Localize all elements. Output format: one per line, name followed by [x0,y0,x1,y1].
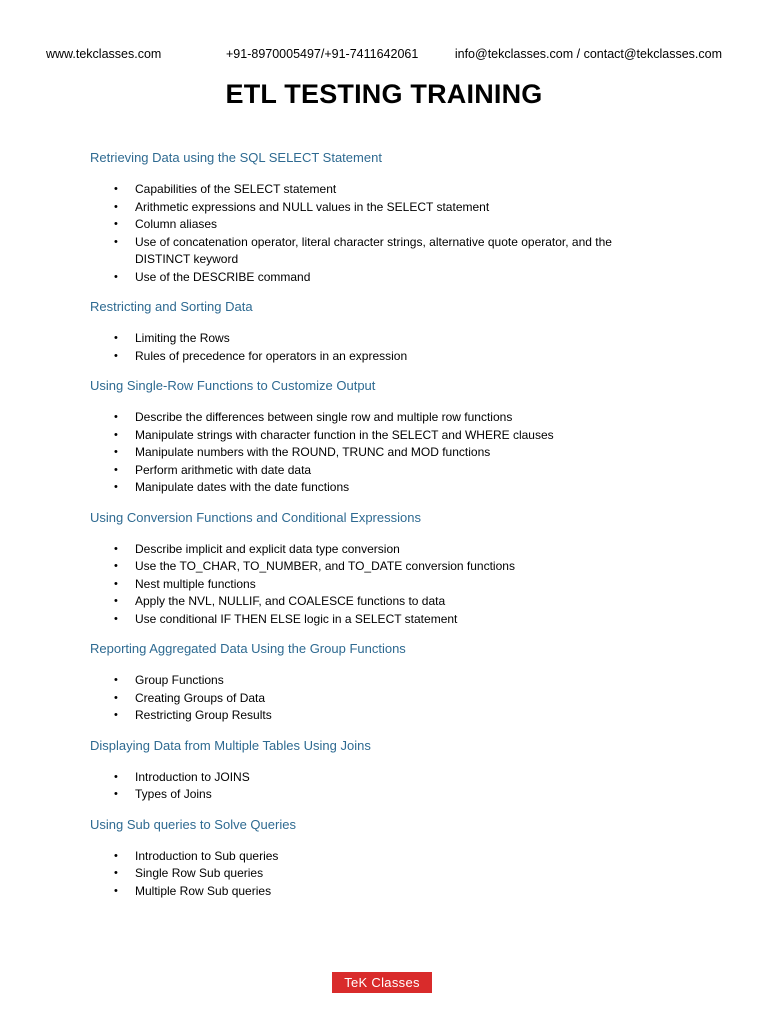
topic-list [90,330,670,365]
topic-text: Capabilities of the SELECT statement [135,182,337,196]
bullet-icon: • [114,270,118,283]
bullet-icon: • [114,200,118,213]
course-section [90,736,670,804]
topic-list [90,672,670,725]
topic-item [90,234,670,269]
topic-item [90,216,670,234]
topic-item [90,786,670,804]
bullet-icon: • [114,235,118,248]
bullet-icon: • [114,788,118,800]
bullet-icon: • [114,595,118,607]
section-heading: Using Sub queries to Solve Queries [90,816,296,832]
topic-item [90,269,670,287]
section-heading: Retrieving Data using the SQL SELECT Statement [90,150,382,165]
bullet-icon: • [114,867,118,879]
course-section [90,297,670,365]
bullet-icon: • [114,481,118,493]
section-heading: Restricting and Sorting Data [90,299,253,314]
section-heading: Using Conversion Functions and Conditional Expressions [90,509,421,525]
bullet-icon: • [114,770,118,783]
topic-text: Introduction to JOINS [135,769,250,784]
topic-text: Describe the differences between single row and multiple row functions [135,410,513,424]
topic-item [90,707,670,725]
section-heading: Displaying Data from Multiple Tables Using Joins [90,737,371,753]
course-section [90,148,670,286]
topic-text: Creating Groups of Data [135,690,266,705]
topic-item [90,479,670,497]
topic-item [90,444,670,462]
topic-item [90,541,670,559]
section-heading: Using Single-Row Functions to Customize Output [90,378,376,393]
topic-text: Nest multiple functions [135,576,256,591]
topic-item [90,427,670,445]
course-section [90,376,670,497]
tek-classes-logo: TeK Classes [332,972,432,993]
header-phone: +91-8970005497/+91-7411642061 [226,47,419,61]
bullet-icon: • [114,849,118,862]
topic-text: Column aliases [135,217,218,231]
topic-item [90,576,670,594]
bullet-icon: • [114,612,118,625]
bullet-icon: • [114,560,118,572]
bullet-icon: • [114,577,118,590]
bullet-icon: • [114,674,118,686]
topic-list [90,409,670,497]
topic-text: Group Functions [135,673,224,687]
topic-item [90,769,670,787]
topic-item [90,848,670,866]
topic-item [90,348,670,366]
bullet-icon: • [114,463,118,476]
topic-text: Types of Joins [135,787,212,801]
topic-text: Restricting Group Results [135,708,272,722]
bullet-icon: • [114,349,118,362]
topic-text: Rules of precedence for operators in an expression [135,348,408,363]
bullet-icon: • [114,446,118,458]
topic-item [90,330,670,348]
topic-text: Perform arithmetic with date data [135,462,312,477]
topic-text: Limiting the Rows [135,331,230,345]
topic-text: Apply the NVL, NULLIF, and COALESCE functions to data [135,594,446,608]
page-header [46,45,722,63]
bullet-icon: • [114,709,118,721]
topic-text: Manipulate strings with character function in the SELECT and WHERE clauses [135,427,554,442]
course-content [90,148,670,911]
bullet-icon: • [114,884,118,897]
topic-item [90,611,670,629]
topic-text: Multiple Row Sub queries [135,883,272,898]
topic-item [90,181,670,199]
topic-list [90,848,670,901]
topic-text: Use conditional IF THEN ELSE logic in a SELECT statement [135,611,458,626]
course-section [90,508,670,629]
bullet-icon: • [114,183,118,195]
topic-text: Manipulate numbers with the ROUND, TRUNC and MOD functions [135,445,491,459]
topic-item [90,558,670,576]
topic-list [90,769,670,804]
topic-text: Use of concatenation operator, literal character strings, alternative quote operator, and the DISTINCT keyword [135,234,612,266]
topic-item [90,672,670,690]
page-title: ETL TESTING TRAINING [225,79,543,109]
topic-list [90,181,670,286]
topic-text: Arithmetic expressions and NULL values in the SELECT statement [135,199,490,214]
topic-list [90,541,670,629]
header-email: info@tekclasses.com / contact@tekclasses.com [454,47,722,61]
bullet-icon: • [114,218,118,230]
topic-text: Describe implicit and explicit data type conversion [135,541,400,556]
bullet-icon: • [114,691,118,704]
topic-item [90,690,670,708]
topic-text: Manipulate dates with the date functions [135,480,350,494]
topic-item [90,409,670,427]
topic-text: Single Row Sub queries [135,866,264,880]
topic-text: Introduction to Sub queries [135,848,279,863]
topic-text: Use the TO_CHAR, TO_NUMBER, and TO_DATE conversion functions [135,559,515,573]
course-section [90,639,670,725]
bullet-icon: • [114,542,118,555]
topic-item [90,865,670,883]
course-section [90,815,670,901]
topic-item [90,593,670,611]
bullet-icon: • [114,332,118,344]
header-website: www.tekclasses.com [46,47,162,61]
topic-item [90,462,670,480]
bullet-icon: • [114,411,118,423]
bullet-icon: • [114,428,118,441]
topic-item [90,199,670,217]
topic-item [90,883,670,901]
topic-text: Use of the DESCRIBE command [135,269,311,284]
section-heading: Reporting Aggregated Data Using the Group Functions [90,641,406,656]
